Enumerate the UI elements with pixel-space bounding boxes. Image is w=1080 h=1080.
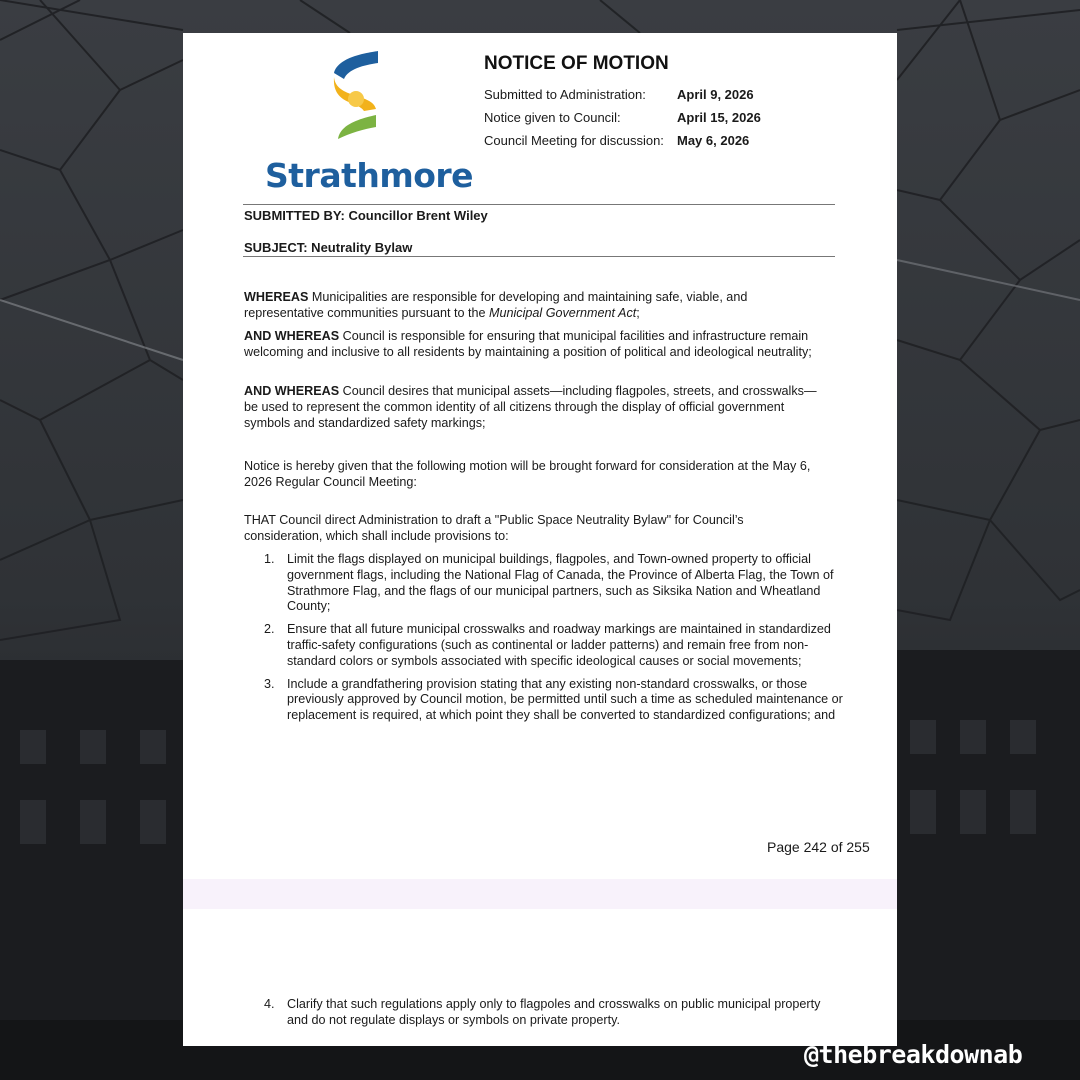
logo-wordmark: Strathmore <box>265 156 474 195</box>
document-title: NOTICE OF MOTION <box>484 53 669 74</box>
document-page <box>183 33 897 1046</box>
meta-row-meeting: Council Meeting for discussion: May 6, 2026 <box>484 133 750 148</box>
list-item: 4. Clarify that such regulations apply only to flagpoles and crosswalks on public municipal property and do not regulate displays or symbols on private property. <box>264 997 821 1027</box>
page-break <box>183 879 897 909</box>
provisions-list <box>244 552 844 724</box>
watermark-handle: @thebreakdownab <box>804 1040 1023 1069</box>
strathmore-emblem-icon <box>328 49 388 141</box>
provisions-list-continued <box>244 997 844 1029</box>
meta-dates <box>484 83 761 152</box>
strathmore-logo <box>263 49 474 199</box>
notice-paragraph: Notice is hereby given that the following motion will be brought forward for consideration at the May 6, 2026 Regular Council Meeting: <box>244 459 811 489</box>
subject-line: SUBJECT: Neutrality Bylaw <box>244 240 413 255</box>
list-item: 1. Limit the flags displayed on municipal buildings, flagpoles, and Town-owned property to official government flags, including the National Flag of Canada, the Province of Alberta Flag, the Town of Strathmore Flag, and the flags of our municipal partners, such as Siksika Nation and Wheatland County; <box>264 552 834 614</box>
page-number: Page 242 of 255 <box>767 839 870 855</box>
list-item: 3. Include a grandfathering provision stating that any existing non-standard crosswalks, or those previously approved by Council motion, be permitted until such a time as scheduled maintenance or replacement is required, at which point they shall be converted to standardized configurations; and <box>264 676 843 723</box>
meta-row-submitted: Submitted to Administration: April 9, 2026 <box>484 87 754 102</box>
motion-paragraph: THAT Council direct Administration to draft a "Public Space Neutrality Bylaw" for Council’s consideration, which shall include provisions to: <box>244 513 744 543</box>
submitted-by: SUBMITTED BY: Councillor Brent Wiley <box>244 208 488 223</box>
meta-row-notice: Notice given to Council: April 15, 2026 <box>484 110 761 125</box>
whereas-clause-1: WHEREAS Municipalities are responsible for developing and maintaining safe, viable, and representative communities pursuant to the Municipal Government Act; <box>244 290 748 320</box>
whereas-clause-3: AND WHEREAS Council desires that municipal assets—including flagpoles, streets, and crosswalks—be used to represent the common identity of all citizens through the display of official government symbols and standardized safety markings; <box>244 384 817 430</box>
divider <box>243 204 835 205</box>
whereas-clause-2: AND WHEREAS Council is responsible for ensuring that municipal facilities and infrastructure remain welcoming and inclusive to all residents by maintaining a position of political and ideological neutrality; <box>244 329 812 359</box>
list-item: 2. Ensure that all future municipal crosswalks and roadway markings are maintained in standardized traffic-safety configurations (such as continental or ladder patterns) and remain free from non-standard colors or symbols associated with specific ideological causes or social movements; <box>264 622 831 668</box>
divider <box>243 256 835 257</box>
